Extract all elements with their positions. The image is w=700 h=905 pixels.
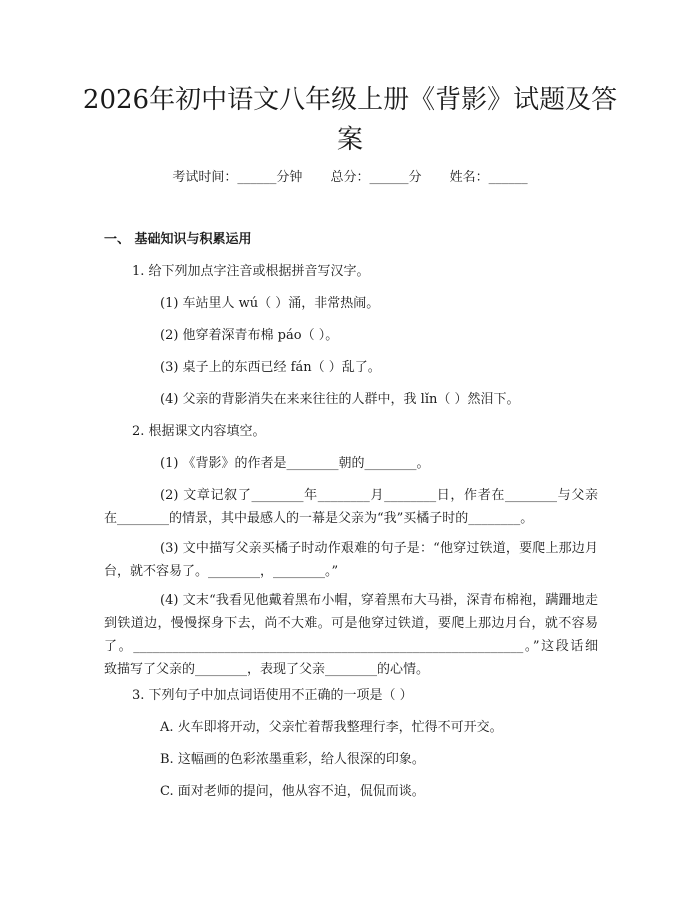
student-name-field: 姓名：______ <box>449 170 528 185</box>
question-1-item: (4) 父亲的背影消失在来来往往的人群中，我 lǐn（ ）然泪下。 <box>160 392 520 407</box>
question-2-item: (1) 《背影》的作者是________朝的________。 <box>160 456 430 471</box>
question-1-item: (1) 车站里人 wú（ ）涌，非常热闹。 <box>160 296 380 311</box>
exam-info-row <box>0 168 700 188</box>
section-heading: 一、 基础知识与积累运用 <box>104 232 252 247</box>
question-2-stem: 2. 根据课文内容填空。 <box>132 424 266 439</box>
question-1-stem: 1. 给下列加点字注音或根据拼音写汉字。 <box>132 264 370 279</box>
exam-time-field: 考试时间：______分钟 <box>172 170 303 185</box>
question-2-item: (4) 文末“我看见他戴着黑布小帽，穿着黑布大马褂，深青布棉袍，蹒跚地走到铁道边，慢慢探身下去，尚不大难。可是他穿过铁道，要爬上那边月台，就不容易了。____________________________________________________________。”这段话细致描写了父亲的________，表现了父亲________的心情。 <box>104 593 598 677</box>
answer-option-c: C. 面对老师的提问，他从容不迫，侃侃而谈。 <box>160 784 425 799</box>
question-2-item: (3) 文中描写父亲买橘子时动作艰难的句子是：“他穿过铁道，要爬上那边月台，就不容易了。________，________。” <box>104 541 598 579</box>
question-3-stem: 3. 下列句子中加点词语使用不正确的一项是（ ） <box>132 688 413 703</box>
question-2-item: (2) 文章记叙了________年________月________日，作者在________与父亲在________的情景，其中最感人的一幕是父亲为“我”买橘子时的________。 <box>104 488 598 526</box>
question-1-item: (2) 他穿着深青布棉 páo（ ）。 <box>160 328 339 343</box>
answer-option-a: A. 火车即将开动，父亲忙着帮我整理行李，忙得不可开交。 <box>160 720 503 735</box>
page-title: 2026年初中语文八年级上册《背影》试题及答案 <box>82 85 618 155</box>
question-1-item: (3) 桌子上的东西已经 fán（ ）乱了。 <box>160 360 381 375</box>
answer-option-b: B. 这幅画的色彩浓墨重彩，给人很深的印象。 <box>160 752 425 767</box>
total-score-field: 总分：______分 <box>330 170 422 185</box>
